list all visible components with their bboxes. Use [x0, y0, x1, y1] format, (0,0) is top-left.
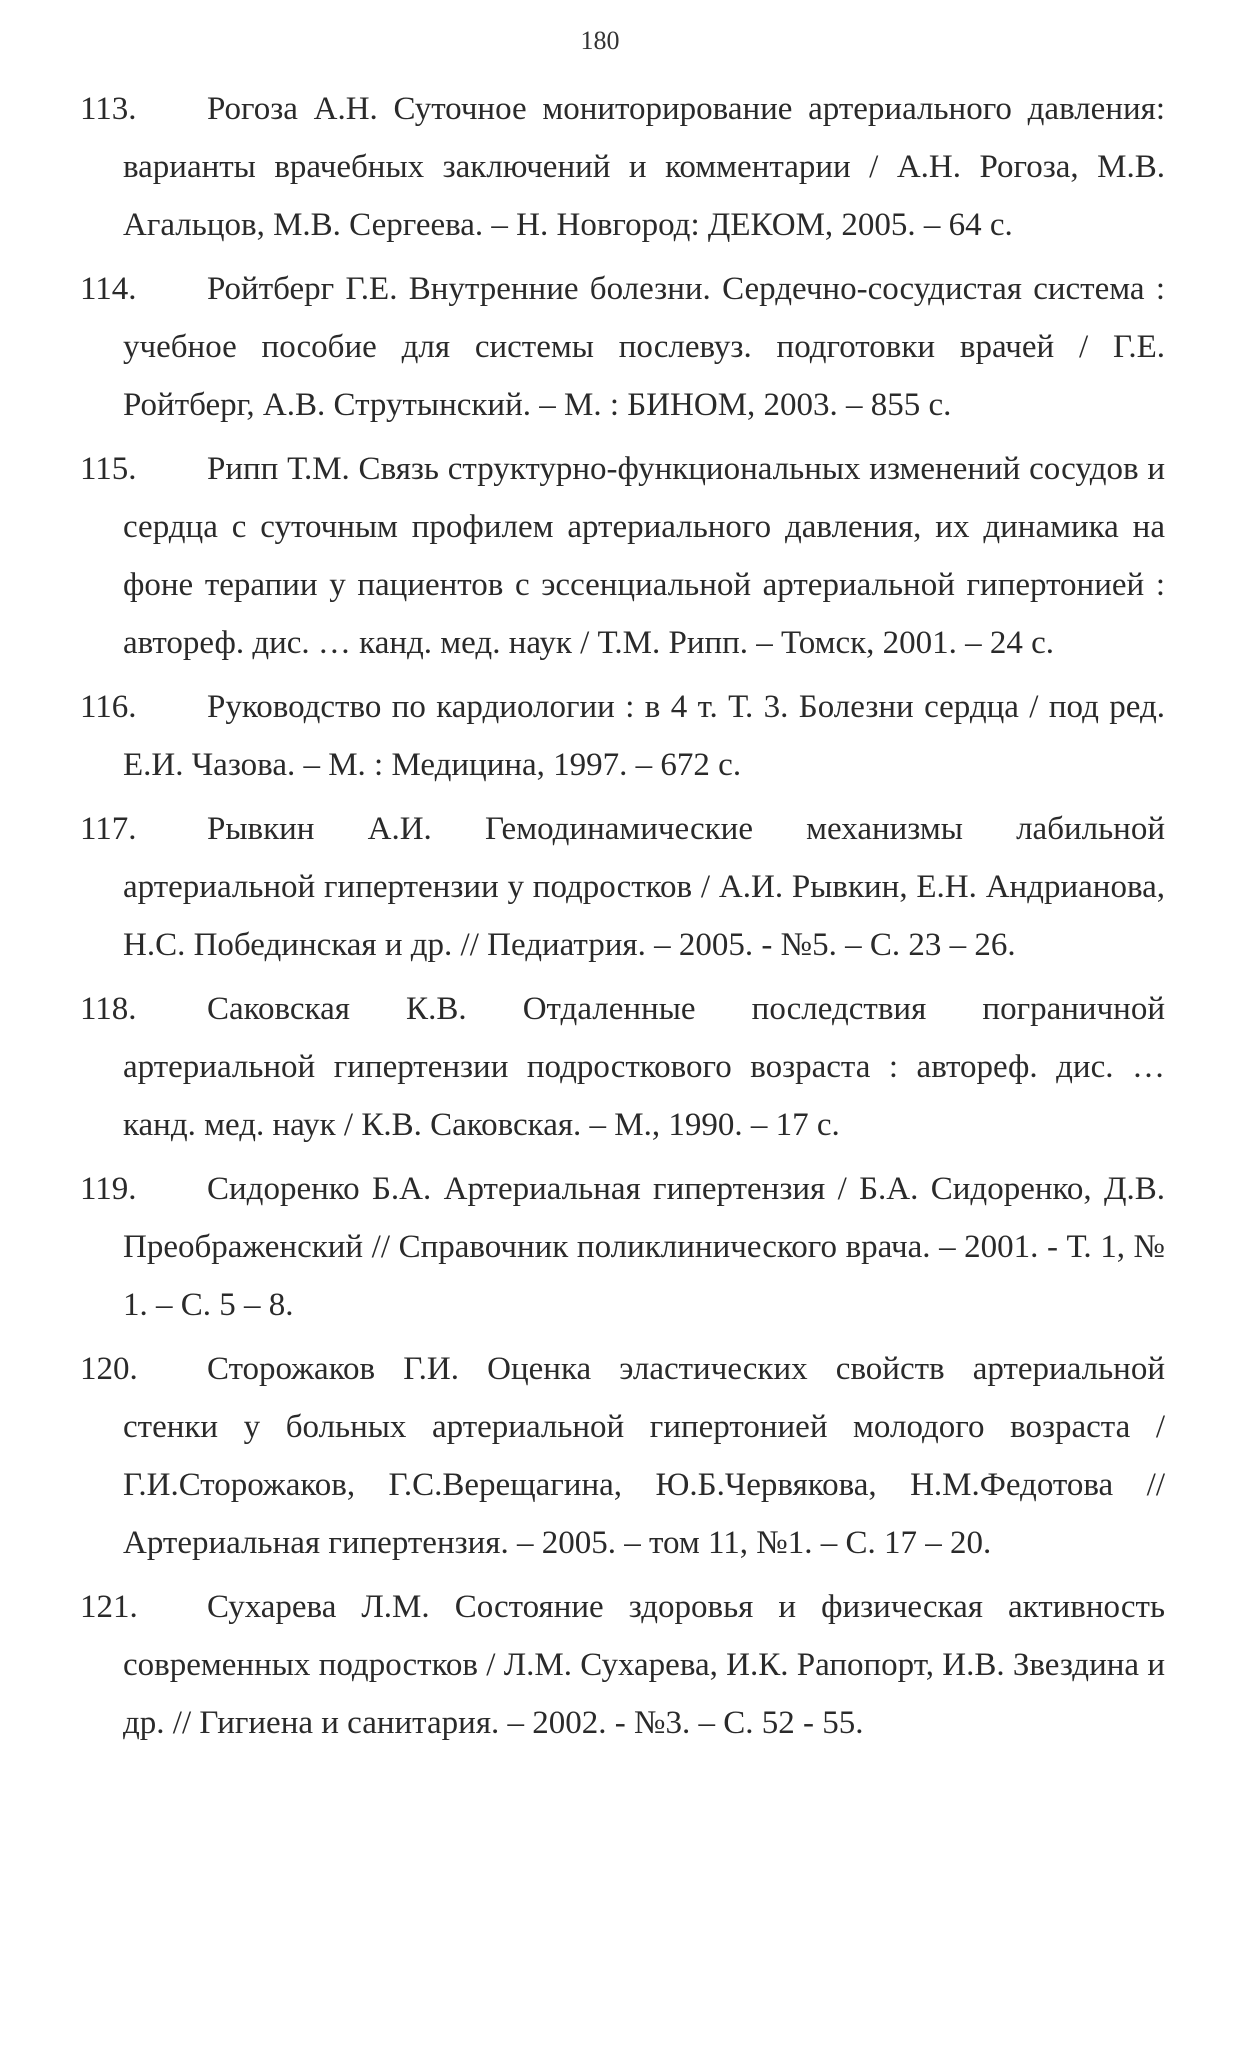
reference-text: Рипп Т.М. Связь структурно-функциональных изменений сосудов и сердца с суточным профилем артериального давления, их динамика на фоне терапии у пациентов с эссенциальной артериальной гипертонией : автореф. дис. … канд. мед. наук / Т.М. Рипп. – Томск, 2001. – 24 с.	[123, 451, 1165, 661]
reference-item-120	[80, 1340, 1165, 1572]
reference-text: Рывкин А.И. Гемодинамические механизмы лабильной артериальной гипертензии у подростков / А.И. Рывкин, Е.Н. Андрианова, Н.С. Побединская и др. // Педиатрия. – 2005. - №5. – С. 23 – 26.	[123, 811, 1165, 963]
reference-item-118	[80, 980, 1165, 1154]
reference-item-121	[80, 1578, 1165, 1752]
reference-number: 120.	[80, 1351, 138, 1387]
page-number: 180	[580, 26, 620, 55]
reference-item-116	[80, 678, 1165, 794]
reference-number: 121.	[80, 1589, 138, 1625]
reference-number: 118.	[80, 991, 137, 1027]
reference-text: Ройтберг Г.Е. Внутренние болезни. Сердечно-сосудистая система : учебное пособие для системы послевуз. подготовки врачей / Г.Е. Ройтберг, А.В. Струтынский. – М. : БИНОМ, 2003. – 855 с.	[123, 271, 1165, 423]
reference-item-119	[80, 1160, 1165, 1334]
reference-item-113	[80, 80, 1165, 254]
reference-text: Сторожаков Г.И. Оценка эластических свойств артериальной стенки у больных артериальной гипертонией молодого возраста / Г.И.Сторожаков, Г.С.Верещагина, Ю.Б.Червякова, Н.М.Федотова // Артериальная гипертензия. – 2005. – том 11, №1. – С. 17 – 20.	[123, 1351, 1165, 1561]
reference-number: 116.	[80, 689, 137, 725]
reference-number: 113.	[80, 91, 137, 127]
reference-list	[80, 80, 1165, 1758]
reference-number: 114.	[80, 271, 137, 307]
reference-number: 117.	[80, 811, 137, 847]
reference-number: 119.	[80, 1171, 137, 1207]
reference-text: Руководство по кардиологии : в 4 т. Т. 3. Болезни сердца / под ред. Е.И. Чазова. – М. : Медицина, 1997. – 672 с.	[123, 689, 1165, 783]
reference-item-115	[80, 440, 1165, 672]
reference-item-117	[80, 800, 1165, 974]
reference-item-114	[80, 260, 1165, 434]
reference-text: Рогоза А.Н. Суточное мониторирование артериального давления: варианты врачебных заключений и комментарии / А.Н. Рогоза, М.В. Агальцов, М.В. Сергеева. – Н. Новгород: ДЕКОМ, 2005. – 64 с.	[123, 91, 1165, 243]
reference-text: Саковская К.В. Отдаленные последствия пограничной артериальной гипертензии подросткового возраста : автореф. дис. … канд. мед. наук / К.В. Саковская. – М., 1990. – 17 с.	[123, 991, 1165, 1143]
reference-text: Сидоренко Б.А. Артериальная гипертензия / Б.А. Сидоренко, Д.В. Преображенский // Справочник поликлинического врача. – 2001. - Т. 1, № 1. – С. 5 – 8.	[123, 1171, 1165, 1323]
reference-text: Сухарева Л.М. Состояние здоровья и физическая активность современных подростков / Л.М. Сухарева, И.К. Рапопорт, И.В. Звездина и др. // Гигиена и санитария. – 2002. - №3. – С. 52 - 55.	[123, 1589, 1165, 1741]
reference-number: 115.	[80, 451, 137, 487]
